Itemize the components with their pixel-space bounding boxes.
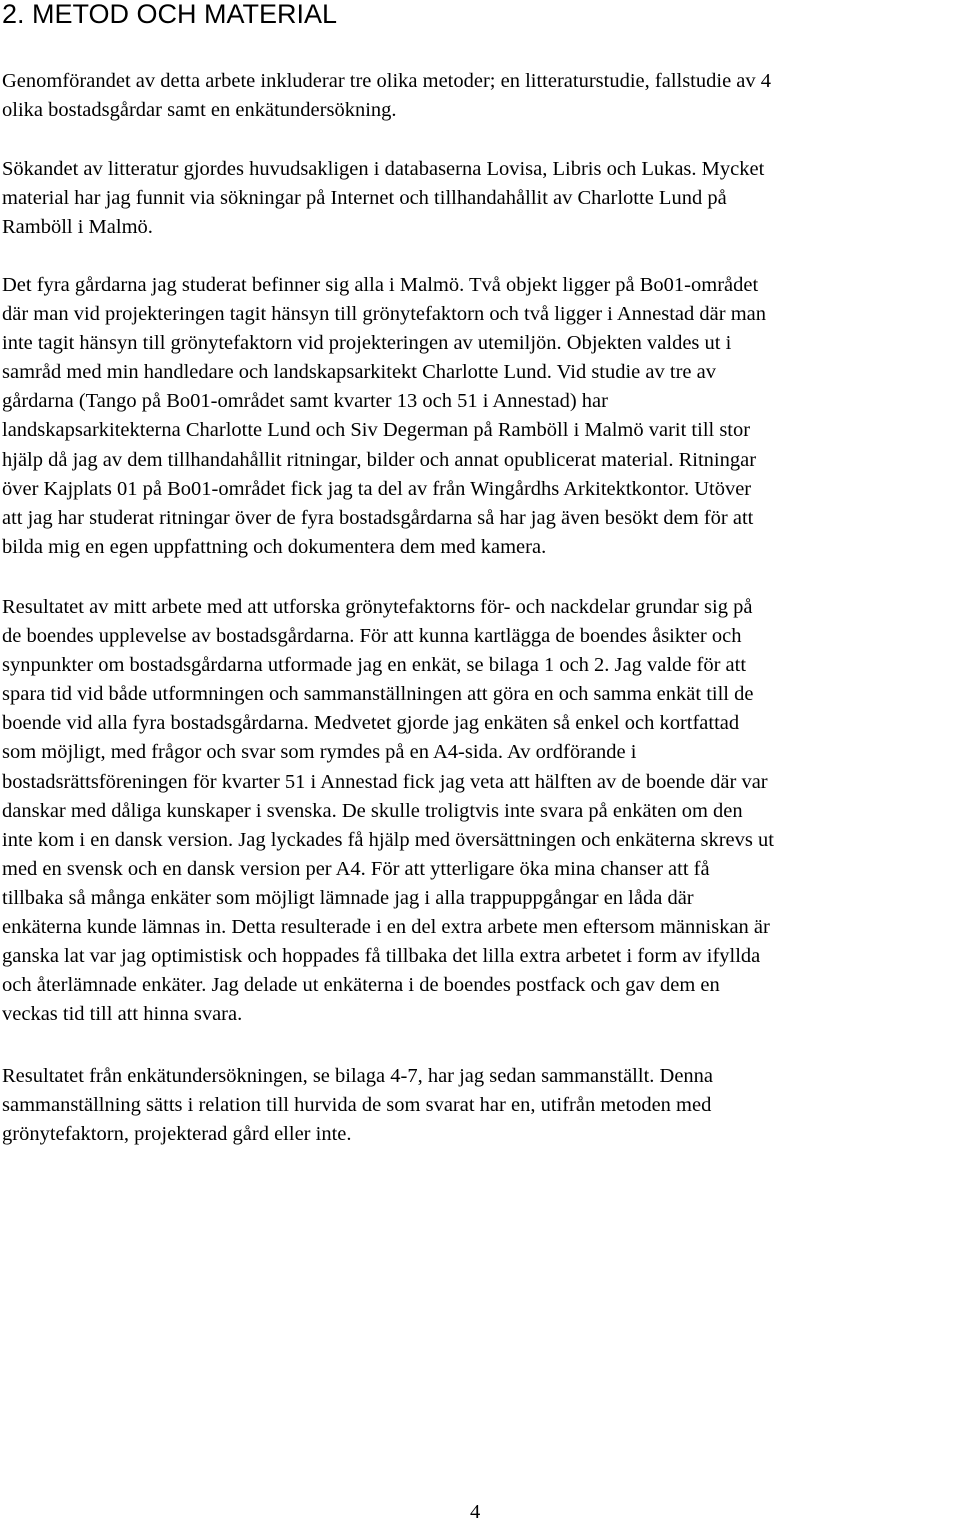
text-line: de boendes upplevelse av bostadsgårdarna. För att kunna kartlägga de boendes åsikter och <box>2 625 742 648</box>
text-line: som möjligt, med frågor och svar som rymdes på en A4-sida. Av ordförande i <box>2 741 637 764</box>
text-line: Resultatet av mitt arbete med att utforska grönytefaktorns för- och nackdelar grundar sig på <box>2 596 753 618</box>
paragraph-survey <box>2 593 958 1029</box>
text-line: och återlämnade enkäter. Jag delade ut enkäterna i de boendes postfack och gav dem en <box>2 974 720 997</box>
text-line: material har jag funnit via sökningar på Internet och tillhandahållit av Charlotte Lund på <box>2 187 727 210</box>
text-line: bostadsrättsföreningen för kvarter 51 i Annestad fick jag veta att hälften av de boende där var <box>2 770 768 793</box>
text-line: enkäterna kunde lämnas in. Detta resulterade i en del extra arbete men eftersom människan är <box>2 916 770 939</box>
text-line: där man vid projekteringen tagit hänsyn till grönytefaktorn och två ligger i Annestad där man <box>2 303 766 326</box>
page-number: 4 <box>470 1501 481 1523</box>
text-line: ganska lat var jag optimistisk och hoppades få tillbaka det lilla extra arbetet i form av ifyllda <box>2 945 761 968</box>
text-line: danskar med dåliga kunskaper i svenska. De skulle troligtvis inte svara på enkäten om den <box>2 799 743 822</box>
text-line: olika bostadsgårdar samt en enkätundersökning. <box>2 99 397 122</box>
section-heading: 2. METOD OCH MATERIAL <box>2 0 338 29</box>
paragraph-intro <box>2 67 958 125</box>
text-line: att jag har studerat ritningar över de fyra bostadsgårdarna så har jag även besökt dem för att <box>2 506 754 529</box>
text-line: bilda mig en egen uppfattning och dokumentera dem med kamera. <box>2 535 547 558</box>
text-line: synpunkter om bostadsgårdarna utformade jag en enkät, se bilaga 1 och 2. Jag valde för att <box>2 654 747 677</box>
text-line: spara tid vid både utformningen och sammanställningen att göra en och samma enkät till de <box>2 683 754 706</box>
text-line: inte kom i en dansk version. Jag lyckades få hjälp med översättningen och enkäterna skrevs ut <box>2 828 774 851</box>
text-line: Det fyra gårdarna jag studerat befinner sig alla i Malmö. Två objekt ligger på Bo01-området <box>2 274 759 296</box>
text-line: inte tagit hänsyn till grönytefaktorn vid projekteringen av utemiljön. Objekten valdes ut i <box>2 332 732 355</box>
text-line: över Kajplats 01 på Bo01-området fick jag ta del av från Wingårdhs Arkitektkontor. Utöver <box>2 477 752 500</box>
text-line: sammanställning sätts i relation till hurvida de som svarat har en, utifrån metoden med <box>2 1094 712 1117</box>
paragraph-results <box>2 1062 958 1149</box>
text-line: Genomförandet av detta arbete inkluderar tre olika metoder; en litteraturstudie, fallstudie av 4 <box>2 70 772 92</box>
text-line: grönytefaktorn, projekterad gård eller inte. <box>2 1123 352 1146</box>
text-line: landskapsarkitekterna Charlotte Lund och Siv Degerman på Ramböll i Malmö varit till stor <box>2 419 751 442</box>
text-line: tillbaka så många enkäter som möjligt lämnade jag i alla trappuppgångar en låda där <box>2 886 694 909</box>
text-line: boende vid alla fyra bostadsgårdarna. Medvetet gjorde jag enkäten så enkel och kortfattad <box>2 712 740 735</box>
text-line: samråd med min handledare och landskapsarkitekt Charlotte Lund. Vid studie av tre av <box>2 361 716 384</box>
text-line: Resultatet från enkätundersökningen, se bilaga 4-7, har jag sedan sammanställt. Denna <box>2 1065 714 1087</box>
text-line: Ramböll i Malmö. <box>2 216 153 239</box>
text-line: Sökandet av litteratur gjordes huvudsakligen i databaserna Lovisa, Libris och Lukas. Mycket <box>2 158 765 180</box>
paragraph-literature <box>2 155 958 242</box>
text-line: veckas tid till att hinna svara. <box>2 1003 243 1026</box>
paragraph-case-study <box>2 271 958 562</box>
text-line: med en svensk och en dansk version per A4. För att ytterligare öka mina chanser att få <box>2 857 710 880</box>
text-line: hjälp då jag av dem tillhandahållit ritningar, bilder och annat opublicerat material. Ritningar <box>2 448 757 471</box>
text-line: gårdarna (Tango på Bo01-området samt kvarter 13 och 51 i Annestad) har <box>2 390 608 413</box>
